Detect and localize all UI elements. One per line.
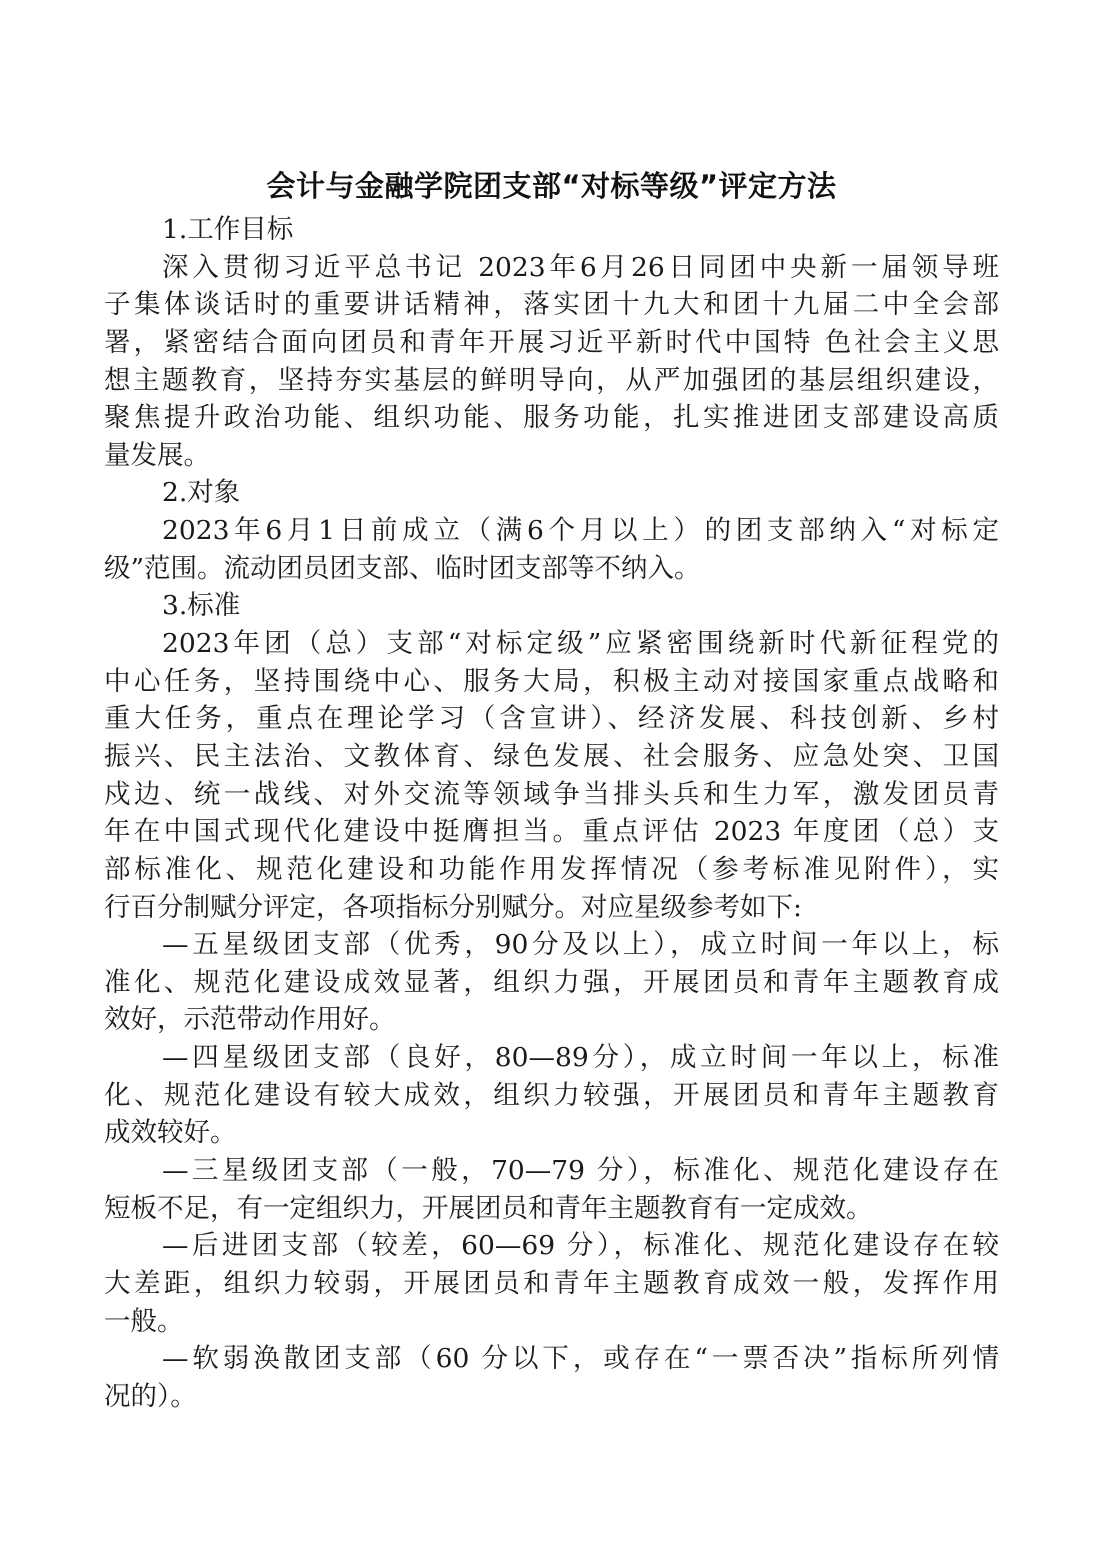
- text-line: [104, 286, 999, 324]
- text-line-content: —四星级团支部（良好，80—89分），成立时间一年以上，标准: [162, 1042, 999, 1074]
- text-line: [104, 587, 999, 625]
- text-line-content: 子集体谈话时的重要讲话精神，落实团十九大和团十九届二中全会部: [104, 289, 999, 321]
- text-line-content: 准化、规范化建设成效显著，组织力强，开展团员和青年主题教育成: [104, 966, 999, 998]
- document-body: [104, 211, 999, 1416]
- text-line-content: 署，紧密结合面向团员和青年开展习近平新时代中国特 色社会主义思: [104, 326, 999, 358]
- text-line-content: 量发展。: [104, 439, 210, 471]
- text-line: [104, 1077, 999, 1115]
- text-line-content: 深入贯彻习近平总书记 2023年6月26日同团中央新一届领导班: [162, 251, 999, 283]
- text-line: [104, 211, 999, 249]
- text-line: [104, 550, 999, 588]
- text-line: [104, 1378, 999, 1416]
- text-line-content: 部标准化、规范化建设和功能作用发挥情况（参考标准见附件），实: [104, 853, 999, 885]
- text-line-content: 2023年6月1日前成立（满6个月以上）的团支部纳入“对标定: [162, 515, 999, 547]
- text-line: [104, 249, 999, 287]
- text-line: [104, 362, 999, 400]
- text-line: [104, 474, 999, 512]
- text-line: [104, 625, 999, 663]
- text-line-content: 2.对象: [162, 477, 241, 509]
- text-line-content: 2023年团（总）支部“对标定级”应紧密围绕新时代新征程党的: [162, 628, 999, 660]
- text-line: [104, 399, 999, 437]
- text-line: [104, 1039, 999, 1077]
- text-line: [104, 1190, 999, 1228]
- text-line-content: 行百分制赋分评定，各项指标分别赋分。对应星级参考如下:: [104, 891, 802, 923]
- text-line-content: —三星级团支部（一般，70—79 分），标准化、规范化建设存在: [162, 1155, 999, 1187]
- text-line-content: 短板不足，有一定组织力，开展团员和青年主题教育有一定成效。: [104, 1192, 873, 1224]
- text-line: [104, 1265, 999, 1303]
- text-line-content: 一般。: [104, 1305, 184, 1337]
- text-line: [104, 512, 999, 550]
- text-line-content: 3.标准: [162, 590, 241, 622]
- text-line-content: 化、规范化建设有较大成效，组织力较强，开展团员和青年主题教育: [104, 1079, 999, 1111]
- text-line-content: —后进团支部（较差，60—69 分），标准化、规范化建设存在较: [162, 1230, 999, 1262]
- text-line: [104, 926, 999, 964]
- text-line-content: —五星级团支部（优秀，90分及以上），成立时间一年以上，标: [162, 929, 999, 961]
- text-line-content: 大差距，组织力较弱，开展团员和青年主题教育成效一般，发挥作用: [104, 1267, 999, 1299]
- text-line-content: 况的）。: [104, 1380, 197, 1412]
- text-line: [104, 1001, 999, 1039]
- text-line-content: 想主题教育，坚持夯实基层的鲜明导向，从严加强团的基层组织建设，: [104, 364, 999, 396]
- text-line: [104, 324, 999, 362]
- text-line-content: 年在中国式现代化建设中挺膺担当。重点评估 2023 年度团（总）支: [104, 816, 999, 848]
- text-line-content: —软弱涣散团支部（60 分以下，或存在“一票否决”指标所列情: [162, 1343, 999, 1375]
- text-line: [104, 851, 999, 889]
- text-line-content: 戍边、统一战线、对外交流等领域争当排头兵和生力军，激发团员青: [104, 778, 999, 810]
- text-line-content: 中心任务，坚持围绕中心、服务大局，积极主动对接国家重点战略和: [104, 665, 999, 697]
- text-line: [104, 889, 999, 927]
- document-title: 会计与金融学院团支部“对标等级”评定方法: [266, 169, 837, 203]
- text-line: [104, 1152, 999, 1190]
- text-line-content: 效好，示范带动作用好。: [104, 1004, 396, 1036]
- text-line: [104, 776, 999, 814]
- text-line: [104, 1227, 999, 1265]
- text-line-content: 重大任务，重点在理论学习（含宣讲）、经济发展、科技创新、乡村: [104, 703, 999, 735]
- text-line-content: 聚焦提升政治功能、组织功能、服务功能，扎实推进团支部建设高质: [104, 402, 999, 434]
- text-line: [104, 437, 999, 475]
- text-line-content: 级”范围。流动团员团支部、临时团支部等不纳入。: [104, 552, 701, 584]
- text-line-content: 1.工作目标: [162, 214, 294, 245]
- text-line: [104, 1114, 999, 1152]
- text-line: [104, 738, 999, 776]
- text-line: [104, 663, 999, 701]
- text-line: [104, 964, 999, 1002]
- text-line: [104, 700, 999, 738]
- text-line-content: 成效较好。: [104, 1117, 237, 1149]
- text-line: [104, 1340, 999, 1378]
- text-line-content: 振兴、民主法治、文教体育、绿色发展、社会服务、应急处突、卫国: [104, 740, 999, 772]
- text-line: [104, 813, 999, 851]
- text-line: [104, 1303, 999, 1341]
